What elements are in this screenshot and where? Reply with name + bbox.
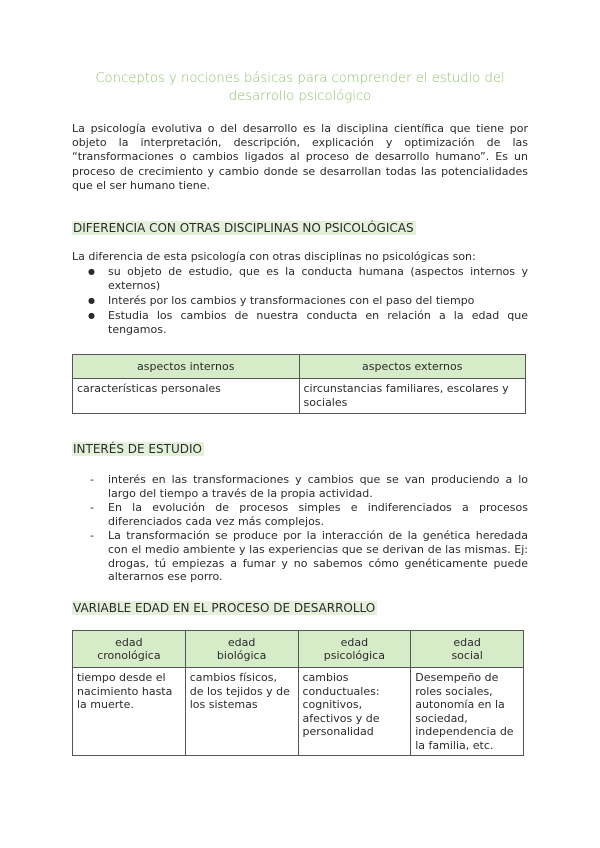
document-title [72,70,528,106]
table-header-cell [411,631,524,668]
table-cell: Desempeño de roles sociales, autonomía en la sociedad, independencia de la familia, etc. [411,668,524,756]
section-heading-interes [72,441,204,457]
header-line: psicológica [323,649,385,662]
section-heading-diferencia [72,220,416,236]
heading-text: INTERÉS DE ESTUDIO [73,442,202,456]
list-item: ● Interés por los cambios y transformaciones con el paso del tiempo [72,294,528,308]
table-cell: características personales [73,379,300,414]
header-line: biológica [216,649,267,662]
table-header-cell [298,631,411,668]
table-cell: tiempo desde el nacimiento hasta la muerte. [73,668,186,756]
table-header-cell [73,631,186,668]
table-header-cell: aspectos internos [73,355,300,379]
header-line: edad [453,635,481,649]
list-item: - En la evolución de procesos simples e indiferenciados a procesos diferenciados cada vez más complejos. [72,501,528,528]
header-line: edad [340,635,369,649]
header-line: cronológica [97,649,161,662]
aspects-table [72,354,526,414]
table-header-cell: aspectos externos [299,355,526,379]
table-row [73,379,526,414]
header-line: edad [115,635,143,649]
heading-text: VARIABLE EDAD EN EL PROCESO DE DESARROLLO [73,601,376,615]
section1-lead: La diferencia de esta psicología con otras disciplinas no psicológicas son: [72,250,476,263]
age-variable-table [72,630,524,756]
interest-list [72,473,528,585]
title-line-1: Conceptos y nociones básicas para comprender el estudio del [95,71,505,86]
list-item: - La transformación se produce por la interacción de la genética heredada con el medio ambiente y las experiencias que se derivan de las mismas. Ej: drogas, tú empiezas a fumar y no sabemos cómo genéticamente puede alterarnos ese porro. [72,529,528,583]
list-item: ● Estudia los cambios de nuestra conducta en relación a la edad que tengamos. [72,309,528,337]
header-line: edad [227,635,256,649]
table-row [73,668,524,756]
table-header-row [73,355,526,379]
differences-list [72,265,528,338]
table-header-cell [185,631,298,668]
table-cell: cambios físicos, de los tejidos y de los sistemas [185,668,298,756]
list-item: - interés en las transformaciones y cambios que se van produciendo a lo largo del tiempo a través de la propia actividad. [72,473,528,500]
table-cell: cambios conductuales: cognitivos, afectivos y de personalidad [298,668,411,756]
list-item: ● su objeto de estudio, que es la conducta humana (aspectos internos y externos) [72,265,528,293]
table-cell: circunstancias familiares, escolares y sociales [299,379,526,414]
title-line-2: desarrollo psicológico [228,89,372,104]
header-line: social [451,649,483,662]
table-header-row [73,631,524,668]
intro-paragraph: La psicología evolutiva o del desarrollo es la disciplina científica que tiene por objeto la interpretación, descripción, explicación y optimización de las “transformaciones o cambios ligados al proceso de desarrollo humano”. Es un proceso de crecimiento y cambio donde se desarrollan todas las potencialidades que el ser humano tiene. [72,122,528,192]
heading-text: DIFERENCIA CON OTRAS DISCIPLINAS NO PSICOLÓGICAS [73,221,414,235]
section-heading-variable-edad [72,600,377,616]
